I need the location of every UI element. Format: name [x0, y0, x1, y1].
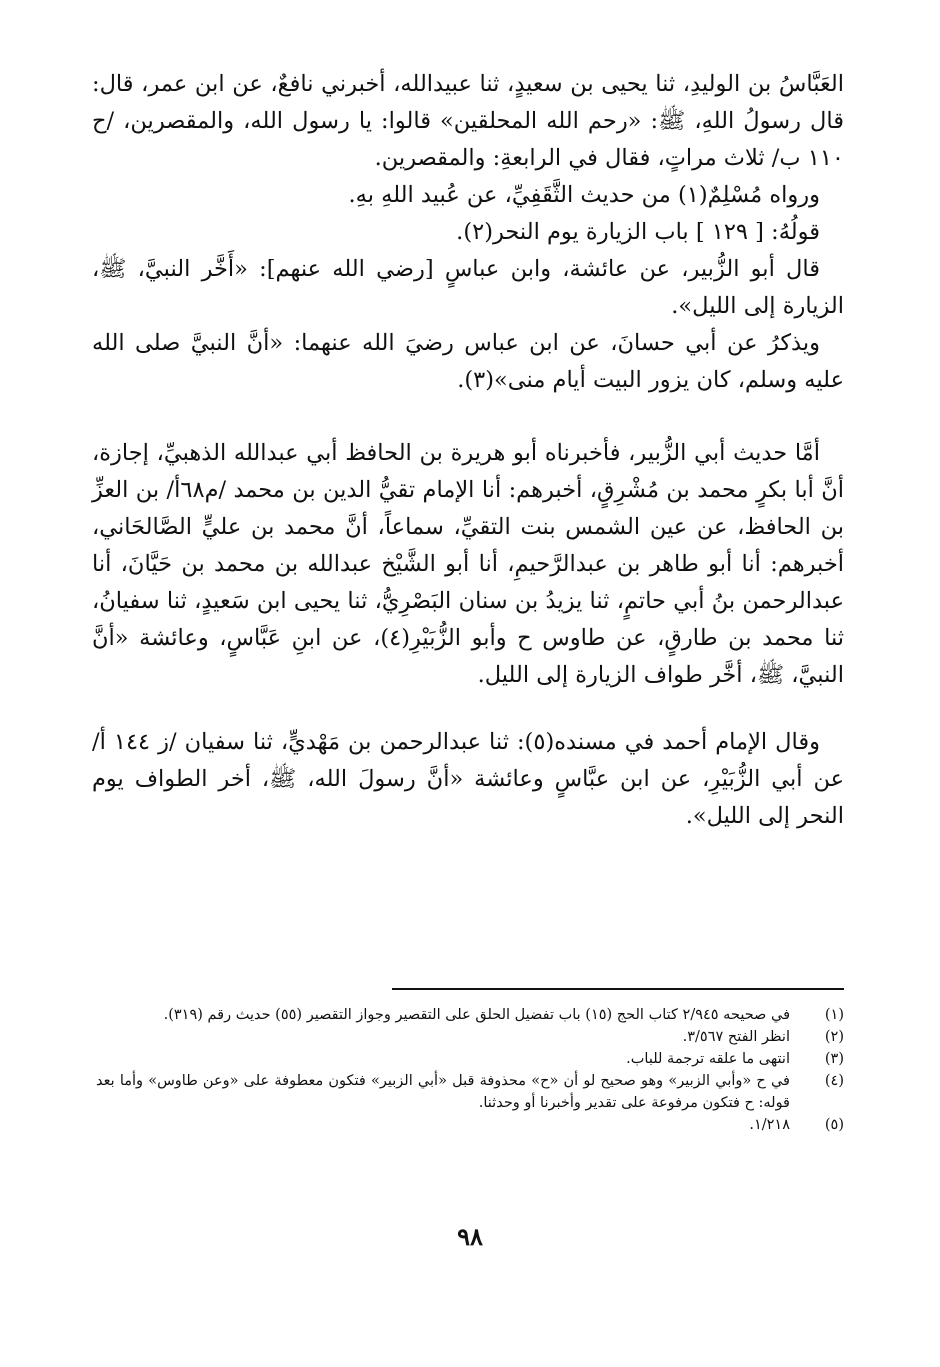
chapter-heading-ziyara: قولُهُ: [ ١٢٩ ] باب الزيارة يوم النحر(٢).	[456, 219, 820, 245]
footnote-number: (١)	[824, 1007, 844, 1023]
footnote-text: في صحيحه ٢/٩٤٥ كتاب الحج (١٥) باب تفضيل الحلق على التقصير وجواز التقصير (٥٥) حديث رقم (٣١٩).	[163, 1007, 790, 1023]
footnote-number: (٢)	[824, 1029, 844, 1045]
footnote-number: (٣)	[824, 1051, 844, 1067]
main-text	[92, 66, 844, 835]
footnote-item	[96, 1070, 844, 1114]
paragraph-isnad-abu-zubair: أمَّا حديث أبي الزُّبير، فأخبرناه أبو هريرة بن الحافظ أبي عبدالله الذهبيِّ، إجازة، أنَّ أبا بكرٍ محمد بن مُشْرِقٍ، أخبرهم: أنا الإمام تقيُّ الدين بن محمد /م٦٨أ/ بن العزِّ بن الحافظ، عن عين الشمس بنت التقيِّ، سماعاً، أنَّ محمد بن عليٍّ الصَّالحَاني، أخبرهم: أنا أبو طاهر بن عبدالرَّحيمِ، أنا أبو الشَّيْخ عبدالله بن محمد بن حَيَّانَ، أنا عبدالرحمن بنُ أبي حاتمٍ، ثنا يزيدُ بن سنان البَصْرِيُّ، ثنا يحيى ابن سَعيدٍ، ثنا سفيانُ، ثنا محمد بن طارقٍ، عن طاوس ح وأبو الزُّبَيْرِ(٤)، عن ابنِ عَبَّاسٍ، وعائشة «أنَّ النبيَّ، ﷺ، أخَّر طواف الزيارة إلى الليل.	[92, 440, 845, 688]
paragraph-abu-zubair: قال أبو الزُّبير، عن عائشة، وابن عباسٍ [رضي الله عنهم]: «أَخَّر النبيَّ، ﷺ، الزيارة إلى الليل».	[92, 256, 844, 319]
footnote-text: ١/٢١٨.	[749, 1117, 790, 1133]
footnotes	[96, 1004, 844, 1136]
paragraph-musnad-ahmad: وقال الإمام أحمد في مسنده(٥): ثنا عبدالرحمن بن مَهْديٍّ، ثنا سفيان /ز ١٤٤ أ/ عن أبي الزُّبَيْرِ، عن ابن عبَّاسٍ وعائشة «أنَّ رسولَ الله، ﷺ، أخر الطواف يوم النحر إلى الليل».	[92, 729, 844, 829]
paragraph-hadith-ibn-umar: العَبَّاسُ بن الوليدِ، ثنا يحيى بن سعيدٍ، ثنا عبيدالله، أخبرني نافعٌ، عن ابن عمر، قال: قال رسولُ اللهِ، ﷺ: «رحم الله المحلقين» قالوا: يا رسول الله، والمقصرين، /ح ١١٠ ب/ ثلاث مراتٍ، فقال في الرابعةِ: والمقصرين.	[92, 71, 844, 171]
footnote-item	[96, 1114, 844, 1136]
page-number: ٩٨	[457, 1222, 483, 1251]
paragraph-muslim-narration: ورواه مُسْلِمٌ(١) من حديث الثَّقَفِيِّ، عن عُبيد اللهِ بهِ.	[348, 182, 820, 208]
footnote-text: انظر الفتح ٣/٥٦٧.	[682, 1029, 790, 1045]
footnote-item	[96, 1026, 844, 1048]
footnote-divider	[392, 988, 844, 990]
footnote-text: انتهى ما علقه ترجمة للباب.	[626, 1051, 790, 1067]
footnote-text: في ح «وأبي الزبير» وهو صحيح لو أن «ح» محذوفة قبل «أبي الزبير» فتكون معطوفة على «وعن طاوس» وأما بعد قوله: ح فتكون مرفوعة على تقدير وأخبرنا أو وحدثنا.	[96, 1073, 790, 1111]
footnote-number: (٤)	[824, 1073, 844, 1089]
paragraph-abu-hassan: ويذكرُ عن أبي حسانَ، عن ابن عباس رضيَ الله عنهما: «أنَّ النبيَّ صلى الله عليه وسلم، كان يزور البيت أيام منى»(٣).	[92, 330, 844, 393]
footnote-number: (٥)	[824, 1117, 844, 1133]
footnote-item	[96, 1004, 844, 1026]
footnote-item	[96, 1048, 844, 1070]
